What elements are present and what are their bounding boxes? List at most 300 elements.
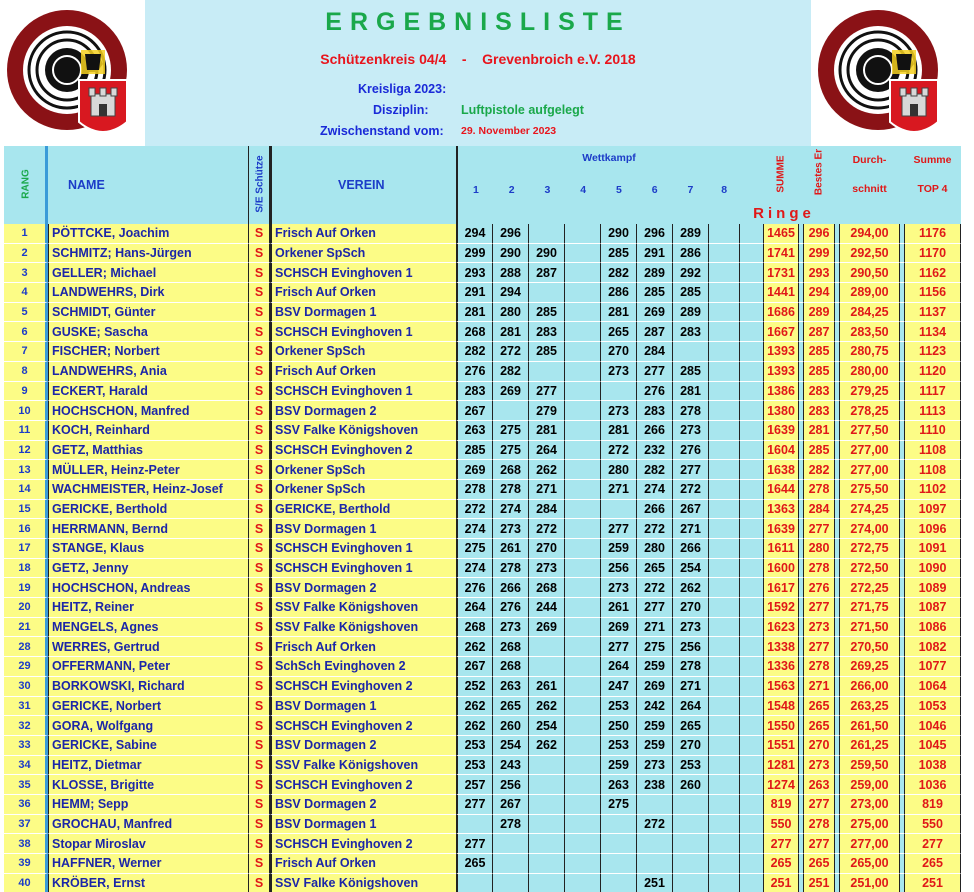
durchschnitt-cell: 270,50	[839, 637, 900, 657]
score-cell	[564, 618, 600, 638]
name-cell: KOCH, Reinhard	[48, 421, 248, 441]
score-cell	[564, 874, 600, 892]
summe-cell: 1667	[763, 322, 799, 342]
rank-cell: 2	[4, 244, 48, 264]
se-cell: S	[248, 224, 270, 244]
score-cell	[672, 834, 708, 854]
bestes-cell: 299	[803, 244, 835, 264]
name-cell: HEITZ, Dietmar	[48, 756, 248, 776]
header-name: NAME	[48, 146, 248, 224]
name-cell: LANDWEHRS, Dirk	[48, 283, 248, 303]
verein-cell: SSV Falke Königshoven	[270, 756, 456, 776]
score-cell: 266	[492, 578, 528, 598]
top4-cell: 1096	[904, 519, 961, 539]
top4-cell: 1117	[904, 382, 961, 402]
gap-cell	[740, 519, 763, 539]
bestes-cell: 289	[803, 303, 835, 323]
score-cell: 287	[528, 263, 564, 283]
summe-cell: 1741	[763, 244, 799, 264]
score-cell: 273	[672, 618, 708, 638]
score-cell	[528, 815, 564, 835]
score-cell	[708, 421, 740, 441]
results-table	[4, 146, 961, 892]
club-logo	[814, 2, 942, 142]
score-cell: 263	[600, 775, 636, 795]
summe-cell: 265	[763, 854, 799, 874]
gap-cell	[740, 244, 763, 264]
score-cell	[672, 342, 708, 362]
score-cell: 265	[492, 697, 528, 717]
se-cell: S	[248, 637, 270, 657]
durchschnitt-cell: 280,75	[839, 342, 900, 362]
rank-cell: 36	[4, 795, 48, 815]
header-panel	[145, 0, 811, 146]
table-row	[4, 362, 961, 382]
top4-cell: 1156	[904, 283, 961, 303]
durchschnitt-cell: 290,50	[839, 263, 900, 283]
rank-cell: 28	[4, 637, 48, 657]
score-cell	[636, 795, 672, 815]
score-cell: 269	[600, 618, 636, 638]
score-cell: 253	[672, 756, 708, 776]
disziplin-label: Disziplin:	[373, 103, 429, 117]
durchschnitt-cell: 278,25	[839, 401, 900, 421]
gap-cell	[740, 598, 763, 618]
summe-cell: 251	[763, 874, 799, 892]
score-cell: 262	[528, 736, 564, 756]
table-row	[4, 263, 961, 283]
score-cell	[528, 224, 564, 244]
score-cell: 296	[636, 224, 672, 244]
score-cell: 273	[672, 421, 708, 441]
name-cell: KLOSSE, Brigitte	[48, 775, 248, 795]
verein-cell: SCHSCH Evinghoven 2	[270, 441, 456, 461]
rank-cell: 9	[4, 382, 48, 402]
score-cell: 272	[456, 500, 492, 520]
score-cell	[528, 637, 564, 657]
score-cell: 264	[672, 697, 708, 717]
gap-cell	[740, 263, 763, 283]
score-cell: 271	[672, 677, 708, 697]
se-cell: S	[248, 795, 270, 815]
round-label: 1	[472, 184, 479, 196]
durchschnitt-cell: 272,25	[839, 578, 900, 598]
table-row	[4, 421, 961, 441]
score-cell: 291	[636, 244, 672, 264]
se-cell: S	[248, 539, 270, 559]
durchschnitt-cell: 283,50	[839, 322, 900, 342]
score-cell	[564, 775, 600, 795]
se-cell: S	[248, 854, 270, 874]
bestes-cell: 280	[803, 539, 835, 559]
top4-cell: 1176	[904, 224, 961, 244]
se-cell: S	[248, 322, 270, 342]
durchschnitt-cell: 271,75	[839, 598, 900, 618]
round-label: 5	[615, 184, 622, 196]
score-cell	[600, 382, 636, 402]
page-subtitle: Schützenkreis 04/4 - Grevenbroich e.V. 2018	[320, 51, 636, 67]
round-label: 8	[721, 184, 728, 196]
score-cell: 270	[672, 598, 708, 618]
gap-cell	[740, 480, 763, 500]
table-row	[4, 834, 961, 854]
score-cell: 288	[492, 263, 528, 283]
rank-cell: 3	[4, 263, 48, 283]
score-cell: 268	[456, 618, 492, 638]
score-cell: 253	[456, 756, 492, 776]
score-cell: 265	[672, 716, 708, 736]
score-cell	[564, 519, 600, 539]
summe-cell: 550	[763, 815, 799, 835]
top4-cell: 1162	[904, 263, 961, 283]
score-cell	[564, 795, 600, 815]
summe-cell: 1551	[763, 736, 799, 756]
bestes-cell: 278	[803, 657, 835, 677]
score-cell: 250	[600, 716, 636, 736]
score-cell	[636, 834, 672, 854]
score-cell	[708, 283, 740, 303]
bestes-cell: 277	[803, 795, 835, 815]
summe-cell: 1600	[763, 559, 799, 579]
score-cell: 262	[672, 578, 708, 598]
bestes-cell: 277	[803, 637, 835, 657]
score-cell: 262	[456, 716, 492, 736]
bestes-cell: 285	[803, 342, 835, 362]
score-cell	[600, 874, 636, 892]
header-durchschnitt: Durch- schnitt	[839, 146, 900, 224]
table-row	[4, 815, 961, 835]
summe-cell: 1393	[763, 362, 799, 382]
score-cell: 281	[528, 421, 564, 441]
score-cell	[708, 578, 740, 598]
page-title: ERGEBNISLISTE	[325, 8, 631, 36]
bestes-cell: 287	[803, 322, 835, 342]
top4-cell: 1077	[904, 657, 961, 677]
score-cell: 285	[456, 441, 492, 461]
durchschnitt-cell: 289,00	[839, 283, 900, 303]
table-row	[4, 480, 961, 500]
disziplin-value: Luftpistole aufgelegt	[461, 103, 584, 117]
score-cell	[564, 322, 600, 342]
score-cell: 247	[600, 677, 636, 697]
score-cell: 272	[600, 441, 636, 461]
score-cell	[708, 637, 740, 657]
gap-cell	[740, 500, 763, 520]
score-cell: 238	[636, 775, 672, 795]
rank-cell: 35	[4, 775, 48, 795]
score-cell: 287	[636, 322, 672, 342]
score-cell	[492, 874, 528, 892]
summe-cell: 1563	[763, 677, 799, 697]
score-cell: 269	[492, 382, 528, 402]
score-cell	[564, 224, 600, 244]
table-row	[4, 401, 961, 421]
bestes-cell: 281	[803, 421, 835, 441]
score-cell: 273	[528, 559, 564, 579]
gap-cell	[740, 775, 763, 795]
table-row	[4, 519, 961, 539]
score-cell: 289	[672, 303, 708, 323]
score-cell	[708, 795, 740, 815]
bestes-cell: 283	[803, 382, 835, 402]
se-cell: S	[248, 775, 270, 795]
score-cell: 266	[636, 421, 672, 441]
gap-cell	[740, 716, 763, 736]
score-cell	[456, 815, 492, 835]
summe-cell: 1592	[763, 598, 799, 618]
score-cell: 259	[600, 756, 636, 776]
score-cell: 260	[672, 775, 708, 795]
score-cell	[564, 834, 600, 854]
score-cell: 266	[672, 539, 708, 559]
summe-cell: 1548	[763, 697, 799, 717]
table-row	[4, 500, 961, 520]
se-cell: S	[248, 401, 270, 421]
top4-cell: 1110	[904, 421, 961, 441]
summe-cell: 1380	[763, 401, 799, 421]
top4-cell: 1097	[904, 500, 961, 520]
score-cell	[564, 539, 600, 559]
durchschnitt-cell: 272,50	[839, 559, 900, 579]
score-cell	[600, 834, 636, 854]
score-cell: 268	[492, 637, 528, 657]
score-cell: 274	[456, 519, 492, 539]
verein-cell: SCHSCH Evinghoven 1	[270, 559, 456, 579]
score-cell: 276	[672, 441, 708, 461]
score-cell: 268	[492, 460, 528, 480]
bestes-cell: 271	[803, 677, 835, 697]
summe-cell: 1644	[763, 480, 799, 500]
score-cell	[564, 677, 600, 697]
score-cell	[564, 736, 600, 756]
score-cell: 268	[492, 657, 528, 677]
bestes-cell: 270	[803, 736, 835, 756]
verein-cell: Orkener SpSch	[270, 342, 456, 362]
score-cell	[708, 224, 740, 244]
score-cell: 265	[636, 559, 672, 579]
score-cell: 272	[636, 815, 672, 835]
gap-cell	[740, 322, 763, 342]
bestes-cell: 282	[803, 460, 835, 480]
table-row	[4, 460, 961, 480]
score-cell: 262	[528, 697, 564, 717]
summe-cell: 1617	[763, 578, 799, 598]
score-cell: 285	[636, 283, 672, 303]
se-cell: S	[248, 697, 270, 717]
score-cell	[564, 815, 600, 835]
verein-cell: SSV Falke Königshoven	[270, 618, 456, 638]
score-cell	[672, 815, 708, 835]
score-cell: 281	[600, 421, 636, 441]
score-cell	[528, 775, 564, 795]
top4-cell: 251	[904, 874, 961, 892]
score-cell: 285	[528, 342, 564, 362]
bestes-cell: 285	[803, 362, 835, 382]
rank-cell: 19	[4, 578, 48, 598]
score-cell	[708, 480, 740, 500]
round-label: 6	[651, 184, 658, 196]
score-cell: 251	[636, 874, 672, 892]
durchschnitt-cell: 275,50	[839, 480, 900, 500]
score-cell: 291	[456, 283, 492, 303]
verein-cell: Frisch Auf Orken	[270, 854, 456, 874]
bestes-cell: 277	[803, 598, 835, 618]
bestes-cell: 293	[803, 263, 835, 283]
table-row	[4, 775, 961, 795]
verein-cell: SCHSCH Evinghoven 1	[270, 539, 456, 559]
bestes-cell: 265	[803, 854, 835, 874]
top4-cell: 1137	[904, 303, 961, 323]
score-cell: 276	[456, 578, 492, 598]
table-row	[4, 677, 961, 697]
score-cell: 262	[528, 460, 564, 480]
gap-cell	[740, 637, 763, 657]
club-logo	[3, 2, 131, 142]
se-cell: S	[248, 598, 270, 618]
name-cell: FISCHER; Norbert	[48, 342, 248, 362]
verein-cell: BSV Dormagen 2	[270, 795, 456, 815]
score-cell	[564, 382, 600, 402]
score-cell: 269	[636, 677, 672, 697]
rank-cell: 1	[4, 224, 48, 244]
summe-cell: 1393	[763, 342, 799, 362]
score-cell	[564, 303, 600, 323]
score-cell: 283	[672, 322, 708, 342]
score-cell: 294	[456, 224, 492, 244]
rank-cell: 16	[4, 519, 48, 539]
durchschnitt-cell: 259,50	[839, 756, 900, 776]
gap-cell	[740, 795, 763, 815]
score-cell: 283	[636, 401, 672, 421]
score-cell: 256	[672, 637, 708, 657]
se-cell: S	[248, 578, 270, 598]
verein-cell: Frisch Auf Orken	[270, 362, 456, 382]
score-cell	[564, 637, 600, 657]
se-cell: S	[248, 421, 270, 441]
summe-cell: 1338	[763, 637, 799, 657]
rank-cell: 14	[4, 480, 48, 500]
header-wettkampf: Wettkampf 1 2 3 4 5 6 7 8	[456, 146, 740, 224]
durchschnitt-cell: 274,25	[839, 500, 900, 520]
table-row	[4, 244, 961, 264]
rank-cell: 6	[4, 322, 48, 342]
verein-cell: SSV Falke Königshoven	[270, 874, 456, 892]
top4-cell: 1108	[904, 441, 961, 461]
durchschnitt-cell: 271,50	[839, 618, 900, 638]
bestes-cell: 277	[803, 834, 835, 854]
rank-cell: 34	[4, 756, 48, 776]
score-cell	[708, 500, 740, 520]
score-cell: 265	[456, 854, 492, 874]
score-cell: 275	[492, 441, 528, 461]
verein-cell: SCHSCH Evinghoven 2	[270, 677, 456, 697]
score-cell: 276	[636, 382, 672, 402]
name-cell: HEMM; Sepp	[48, 795, 248, 815]
se-cell: S	[248, 874, 270, 892]
score-cell	[708, 736, 740, 756]
score-cell: 254	[492, 736, 528, 756]
score-cell	[708, 716, 740, 736]
header-verein: VEREIN	[270, 146, 456, 224]
score-cell: 281	[600, 303, 636, 323]
score-cell	[492, 854, 528, 874]
se-cell: S	[248, 519, 270, 539]
name-cell: GETZ, Matthias	[48, 441, 248, 461]
score-cell: 271	[600, 480, 636, 500]
score-cell: 277	[600, 519, 636, 539]
se-cell: S	[248, 657, 270, 677]
gap-cell	[740, 736, 763, 756]
top4-cell: 1036	[904, 775, 961, 795]
score-cell: 275	[600, 795, 636, 815]
gap-cell	[740, 303, 763, 323]
durchschnitt-cell: 265,00	[839, 854, 900, 874]
score-cell: 272	[636, 519, 672, 539]
top4-cell: 819	[904, 795, 961, 815]
score-cell: 275	[492, 421, 528, 441]
summe-cell: 1604	[763, 441, 799, 461]
verein-cell: Orkener SpSch	[270, 244, 456, 264]
stand-label: Zwischenstand vom:	[320, 124, 444, 138]
name-cell: OFFERMANN, Peter	[48, 657, 248, 677]
gap-cell	[740, 539, 763, 559]
rank-cell: 17	[4, 539, 48, 559]
verein-cell: GERICKE, Berthold	[270, 500, 456, 520]
score-cell: 259	[636, 736, 672, 756]
durchschnitt-cell: 263,25	[839, 697, 900, 717]
score-cell	[600, 854, 636, 874]
header-top4: Summe TOP 4 Ringe	[904, 146, 961, 224]
gap-cell	[740, 756, 763, 776]
score-cell: 259	[636, 657, 672, 677]
durchschnitt-cell: 275,00	[839, 815, 900, 835]
bestes-cell: 265	[803, 716, 835, 736]
rank-cell: 12	[4, 441, 48, 461]
durchschnitt-cell: 277,00	[839, 460, 900, 480]
score-cell	[528, 657, 564, 677]
score-cell: 282	[492, 362, 528, 382]
durchschnitt-cell: 251,00	[839, 874, 900, 892]
gap-cell	[740, 834, 763, 854]
score-cell: 273	[492, 519, 528, 539]
score-cell	[564, 480, 600, 500]
gap-cell	[740, 578, 763, 598]
table-row	[4, 539, 961, 559]
score-cell: 275	[456, 539, 492, 559]
durchschnitt-cell: 259,00	[839, 775, 900, 795]
top4-cell: 1089	[904, 578, 961, 598]
name-cell: MENGELS, Agnes	[48, 618, 248, 638]
table-row	[4, 854, 961, 874]
top4-cell: 265	[904, 854, 961, 874]
round-label: 4	[580, 184, 587, 196]
score-cell: 272	[528, 519, 564, 539]
top4-cell: 1102	[904, 480, 961, 500]
verein-cell: SCHSCH Evinghoven 1	[270, 382, 456, 402]
name-cell: HERRMANN, Bernd	[48, 519, 248, 539]
bestes-cell: 284	[803, 500, 835, 520]
score-cell: 270	[600, 342, 636, 362]
score-cell: 280	[636, 539, 672, 559]
score-cell: 289	[672, 224, 708, 244]
table-row	[4, 322, 961, 342]
score-cell: 283	[456, 382, 492, 402]
score-cell: 253	[600, 697, 636, 717]
score-cell	[708, 815, 740, 835]
score-cell: 278	[492, 815, 528, 835]
bestes-cell: 276	[803, 578, 835, 598]
score-cell	[564, 500, 600, 520]
